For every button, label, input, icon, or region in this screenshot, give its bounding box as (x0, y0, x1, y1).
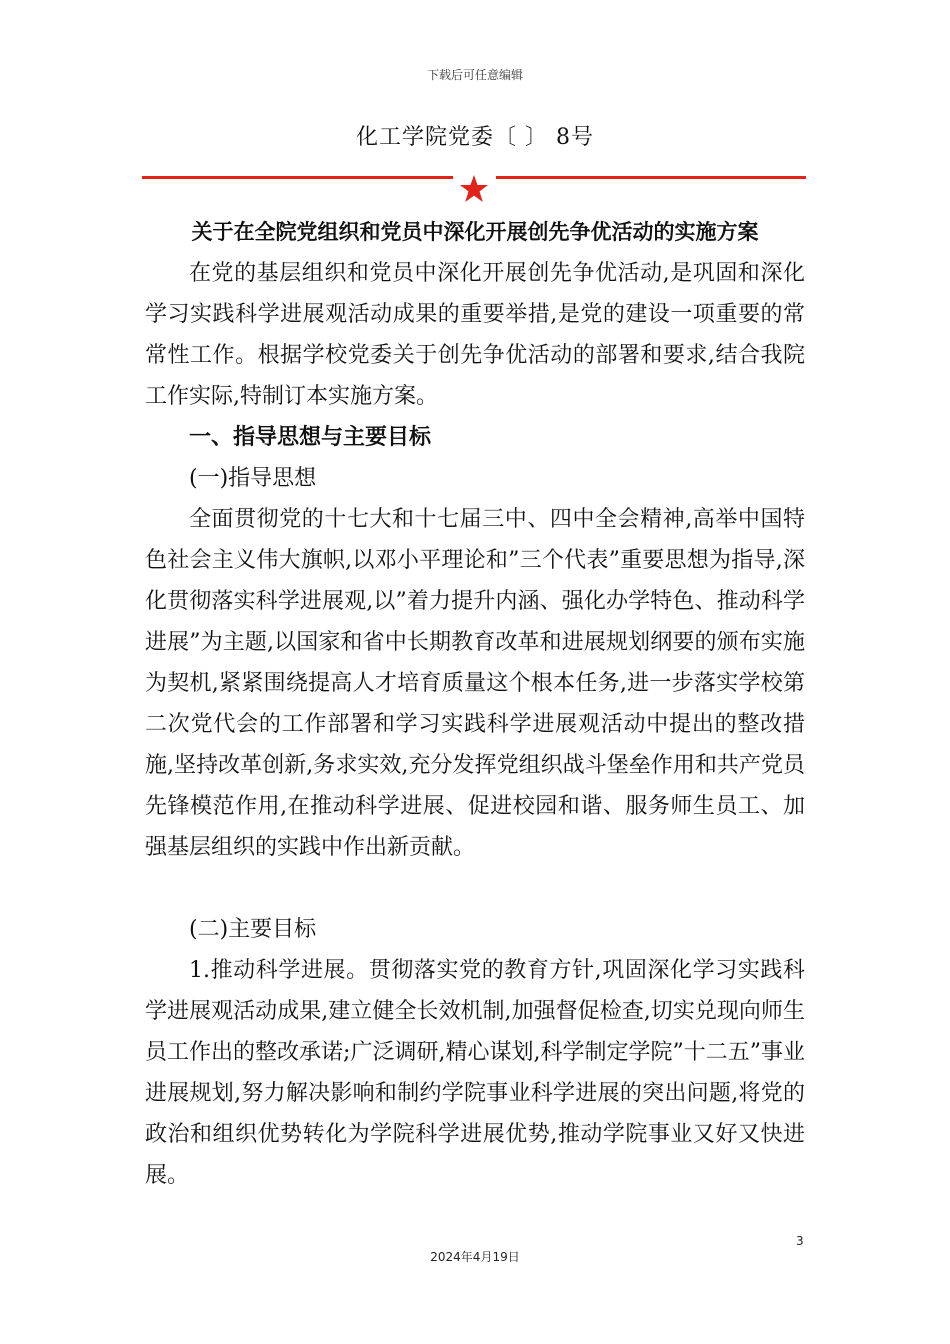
guiding-paragraph: 全面贯彻党的十七大和十七届三中、四中全会精神,高举中国特色社会主义伟大旗帜,以邓小平理论和”三个代表”重要思想为指导,深化贯彻落实科学进展观,以”着力提升内涵、强化办学特色、推动科学进展”为主题,以国家和省中长期教育改革和进展规划纲要的颁布实施为契机,紧紧围绕提高人才培育质量这个根本任务,进一步落实学校第二次党代会的工作部署和学习实践科学进展观活动中提出的整改措施,坚持改革创新,务求实效,充分发挥党组织战斗堡垒作用和共产党员先锋模范作用,在推动科学进展、促进校园和谐、服务师生员工、加强基层组织的实践中作出新贡献。 (145, 507, 805, 860)
subsection-heading-guiding: (一)指导思想 (189, 466, 317, 491)
red-rule-right (496, 176, 806, 179)
subsection-heading-goals: (二)主要目标 (189, 917, 317, 942)
document-number: 化工学院党委〔 〕 8号 (356, 125, 594, 150)
section-heading: 一、指导思想与主要目标 (189, 425, 432, 450)
page-number: 3 (796, 1234, 804, 1248)
footer-date: 2024年4月19日 (430, 1250, 520, 1264)
red-star-icon (459, 174, 489, 204)
intro-paragraph: 在党的基层组织和党员中深化开展创先争优活动,是巩固和深化学习实践科学进展观活动成果的重要举措,是党的建设一项重要的常常性工作。根据学校党委关于创先争优活动的部署和要求,结合我院工作实际,特制订本实施方案。 (145, 261, 805, 409)
document-body (145, 212, 805, 1196)
goal-item-1: 1.推动科学进展。贯彻落实党的教育方针,巩固深化学习实践科学进展观活动成果,建立健全长效机制,加强督促检查,切实兑现向师生员工作出的整改承诺;广泛调研,精心谋划,科学制定学院”十二五”事业进展规划,努力解决影响和制约学院事业科学进展的突出问题,将党的政治和组织优势转化为学院科学进展优势,推动学院事业又好又快进展。 (145, 958, 805, 1188)
blank-line (145, 868, 805, 909)
red-rule-left (142, 176, 453, 179)
document-title: 关于在全院党组织和党员中深化开展创先争优活动的实施方案 (191, 220, 759, 244)
header-note: 下载后可任意编辑 (426, 68, 523, 82)
